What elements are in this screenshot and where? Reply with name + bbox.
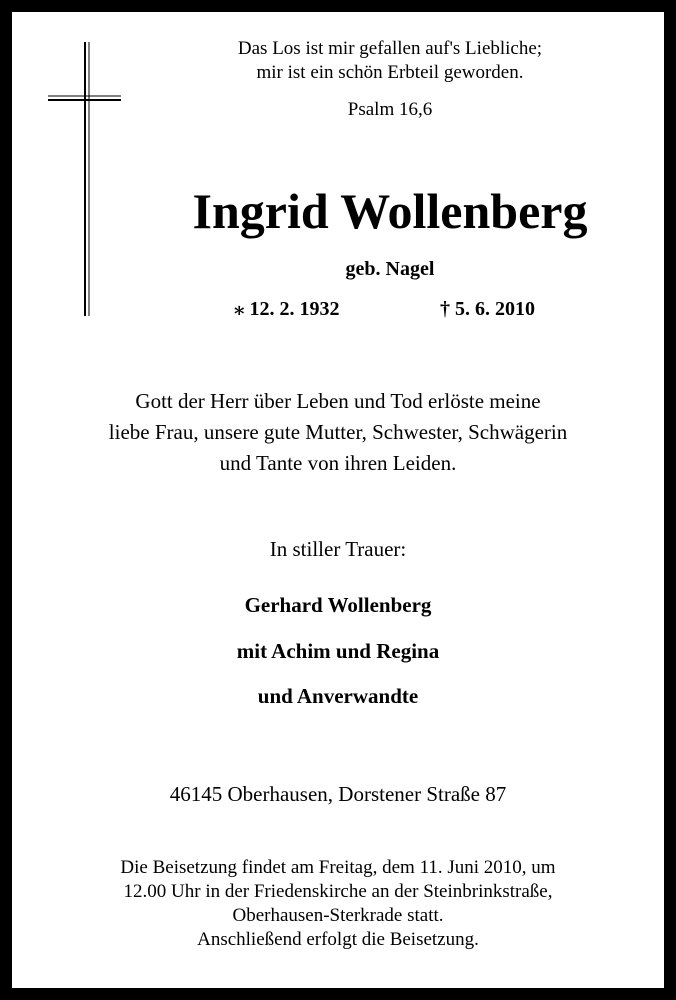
- birth-name: geb. Nagel: [345, 258, 435, 280]
- mourner-3: und Anverwandte: [257, 684, 419, 708]
- verse-line-2: mir ist ein schön Erbteil geworden.: [256, 62, 524, 83]
- verse-line-1: Das Los ist mir gefallen auf's Liebliche;: [237, 38, 543, 59]
- message-line-2: liebe Frau, unsere gute Mutter, Schwester, Schwägerin: [108, 420, 568, 444]
- condolence-message: [0, 386, 676, 479]
- funeral-line-3: Oberhausen-Sterkrade statt.: [232, 905, 444, 926]
- mourner-1: Gerhard Wollenberg: [244, 593, 432, 617]
- verse-quote: [120, 37, 660, 85]
- notice-paper: [12, 12, 664, 988]
- verse-source: Psalm 16,6: [347, 99, 433, 120]
- funeral-line-2: 12.00 Uhr in der Friedenskirche an der Steinbrinkstraße,: [123, 881, 553, 902]
- message-line-3: und Tante von ihren Leiden.: [219, 451, 457, 475]
- funeral-line-1: Die Beisetzung findet am Freitag, dem 11. Juni 2010, um: [120, 857, 556, 878]
- life-dates: [120, 295, 660, 323]
- message-line-1: Gott der Herr über Leben und Tod erlöste meine: [135, 389, 541, 413]
- death-date: † 5. 6. 2010: [440, 298, 535, 320]
- address: 46145 Oberhausen, Dorstener Straße 87: [169, 782, 507, 806]
- birth-date: ⁎ 12. 2. 1932: [234, 298, 340, 320]
- deceased-name: Ingrid Wollenberg: [192, 183, 588, 239]
- funeral-line-4: Anschließend erfolgt die Beisetzung.: [197, 929, 479, 950]
- mourning-intro: In stiller Trauer:: [269, 537, 407, 561]
- funeral-details: [0, 856, 676, 952]
- mourner-2: mit Achim und Regina: [236, 639, 440, 663]
